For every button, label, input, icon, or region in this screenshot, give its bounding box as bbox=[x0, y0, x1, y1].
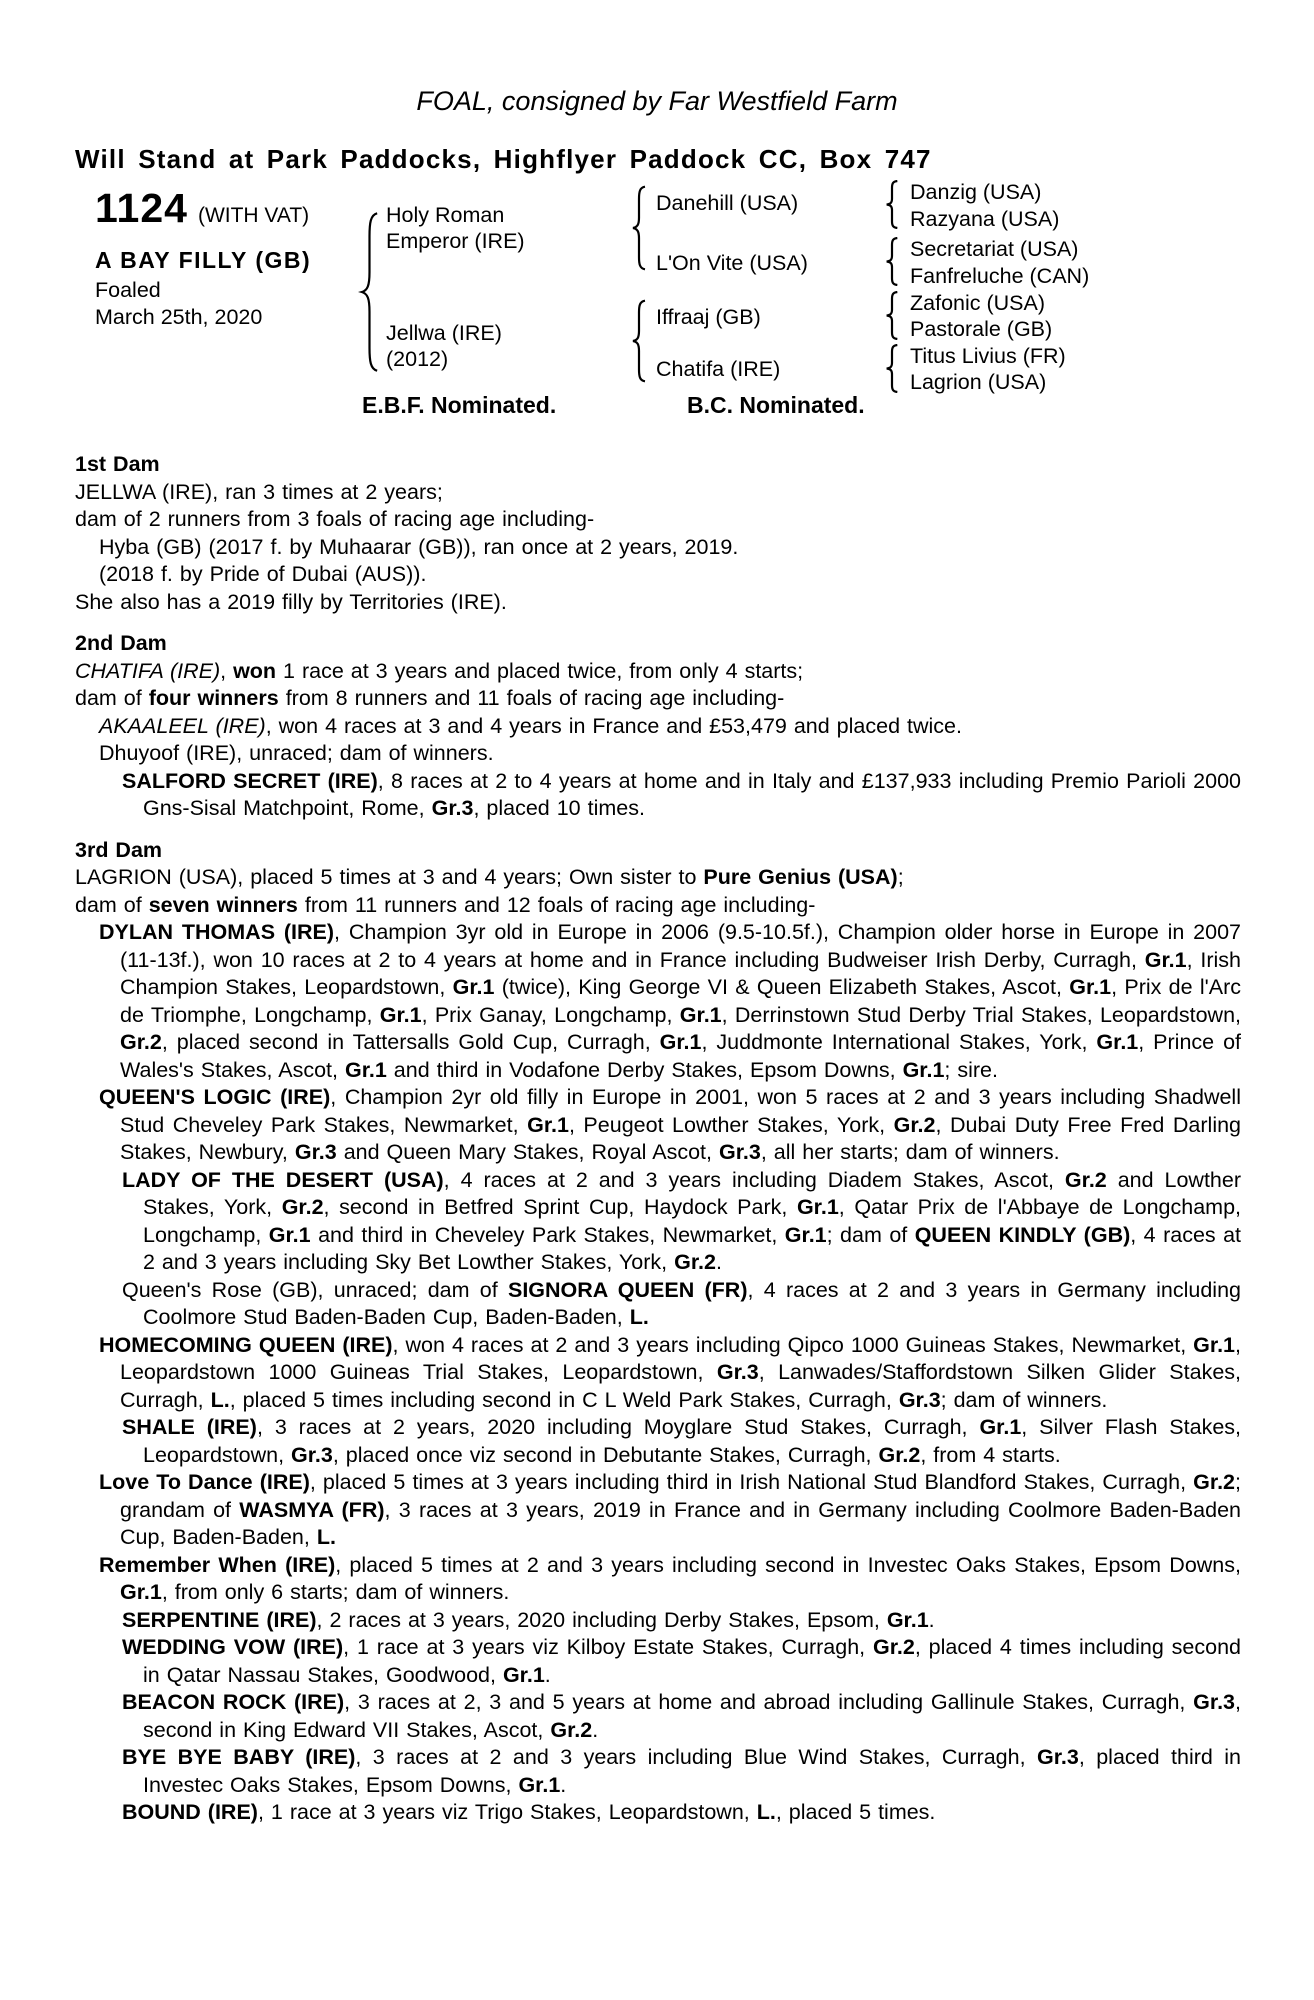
pedigree-brace bbox=[358, 210, 381, 374]
pedigree-paragraph: BYE BYE BABY (IRE), 3 races at 2 and 3 years including Blue Wind Stakes, Curragh, Gr.3, placed third in Investec Oaks Stakes, Epsom Downs, Gr.1. bbox=[122, 1745, 1241, 1797]
gen2-ancestor-name: L'On Vite (USA) bbox=[656, 251, 808, 275]
gen3-ancestor-name: Fanfreluche (CAN) bbox=[910, 264, 1090, 288]
gen3-ancestor-name: Secretariat (USA) bbox=[910, 237, 1079, 261]
pedigree-paragraph: DYLAN THOMAS (IRE), Champion 3yr old in Europe in 2006 (9.5-10.5f.), Champion older horse in Europe in 2007 (11-13f.), won 10 races at 2 to 4 years at home and in France including Budweiser Irish Derby, Curragh, Gr.1, Irish Champion Stakes, Leopardstown, Gr.1 (twice), King George VI & Queen Elizabeth Stakes, Ascot, Gr.1, Prix de l'Arc de Triomphe, Longchamp, Gr.1, Prix Ganay, Longchamp, Gr.1, Derrinstown Stud Derby Trial Stakes, Leopardstown, Gr.2, placed second in Tattersalls Gold Cup, Curragh, Gr.1, Juddmonte International Stakes, York, Gr.1, Prince of Wales's Stakes, Ascot, Gr.1 and third in Vodafone Derby Stakes, Epsom Downs, Gr.1; sire. bbox=[99, 920, 1242, 1082]
gen2-ancestor-name: Danehill (USA) bbox=[656, 191, 799, 215]
pedigree-brace bbox=[630, 299, 648, 383]
pedigree-paragraph: SHALE (IRE), 3 races at 2 years, 2020 including Moyglare Stud Stakes, Curragh, Gr.1, Silver Flash Stakes, Leopardstown, Gr.3, placed once viz second in Debutante Stakes, Curragh, Gr.2, from 4 starts. bbox=[122, 1415, 1242, 1467]
pedigree-brace bbox=[884, 291, 900, 340]
sire-name: Holy Roman Emperor (IRE) bbox=[386, 203, 525, 253]
lot-number: 1124 bbox=[95, 185, 188, 231]
gen3-ancestor-name: Danzig (USA) bbox=[910, 180, 1042, 204]
gen3-ancestor-name: Zafonic (USA) bbox=[910, 291, 1046, 315]
pedigree-paragraph: LAGRION (USA), placed 5 times at 3 and 4 years; Own sister to Pure Genius (USA); bbox=[75, 865, 904, 889]
pedigree-brace bbox=[630, 185, 648, 271]
pedigree-paragraph: (2018 f. by Pride of Dubai (AUS)). bbox=[99, 562, 427, 586]
pedigree-paragraph: BEACON ROCK (IRE), 3 races at 2, 3 and 5 years at home and abroad including Gallinule Stakes, Curragh, Gr.3, second in King Edward VII Stakes, Ascot, Gr.2. bbox=[122, 1690, 1241, 1742]
gen3-ancestor-name: Titus Livius (FR) bbox=[910, 344, 1066, 368]
pedigree-paragraph: LADY OF THE DESERT (USA), 4 races at 2 and 3 years including Diadem Stakes, Ascot, Gr.2 and Lowther Stakes, York, Gr.2, second in Betfred Sprint Cup, Haydock Park, Gr.1, Qatar Prix de l'Abbaye de Longchamp, Longchamp, Gr.1 and third in Cheveley Park Stakes, Newmarket, Gr.1; dam of QUEEN KINDLY (GB), 4 races at 2 and 3 years including Sky Bet Lowther Stakes, York, Gr.2. bbox=[122, 1167, 1242, 1274]
gen3-ancestor-name: Razyana (USA) bbox=[910, 207, 1060, 231]
foaled-date: March 25th, 2020 bbox=[95, 305, 263, 329]
pedigree-paragraph: Hyba (GB) (2017 f. by Muhaarar (GB)), ran once at 2 years, 2019. bbox=[99, 534, 739, 559]
gen3-ancestor-name: Pastorale (GB) bbox=[910, 317, 1053, 341]
gen2-ancestor-name: Chatifa (IRE) bbox=[656, 357, 781, 381]
pedigree-paragraph: JELLWA (IRE), ran 3 times at 2 years; bbox=[75, 479, 443, 504]
pedigree-paragraph: She also has a 2019 filly by Territories (IRE). bbox=[75, 589, 507, 614]
pedigree-brace bbox=[884, 180, 900, 229]
pedigree-paragraph: dam of seven winners from 11 runners and 12 foals of racing age including- bbox=[75, 892, 816, 917]
pedigree-paragraph: BOUND (IRE), 1 race at 3 years viz Trigo Stakes, Leopardstown, L., placed 5 times. bbox=[122, 1800, 936, 1824]
pedigree-paragraph: Dhuyoof (IRE), unraced; dam of winners. bbox=[99, 741, 494, 765]
pedigree-paragraph: SERPENTINE (IRE), 2 races at 3 years, 2020 including Derby Stakes, Epsom, Gr.1. bbox=[122, 1607, 935, 1632]
pedigree-paragraph: Remember When (IRE), placed 5 times at 2 and 3 years including second in Investec Oaks Stakes, Epsom Downs, Gr.1, from only 6 starts; dam of winners. bbox=[99, 1552, 1241, 1604]
pedigree-text bbox=[75, 451, 1241, 1827]
section-heading: 2nd Dam bbox=[75, 631, 167, 655]
pedigree-paragraph: dam of four winners from 8 runners and 11 foals of racing age including- bbox=[75, 686, 785, 710]
pedigree-paragraph: SALFORD SECRET (IRE), 8 races at 2 to 4 years at home and in Italy and £137,933 including Premio Parioli 2000 Gns-Sisal Matchpoint, Rome, Gr.3, placed 10 times. bbox=[122, 768, 1241, 820]
gen3-ancestor-name: Lagrion (USA) bbox=[910, 370, 1047, 394]
pedigree-brace bbox=[884, 344, 900, 393]
pedigree-paragraph: CHATIFA (IRE), won 1 race at 3 years and placed twice, from only 4 starts; bbox=[75, 658, 804, 683]
foaled-label: Foaled bbox=[95, 278, 161, 302]
pedigree-paragraph: HOMECOMING QUEEN (IRE), won 4 races at 2 and 3 years including Qipco 1000 Guineas Stakes, Newmarket, Gr.1, Leopardstown 1000 Guineas Trial Stakes, Leopardstown, Gr.3, Lanwades/Staffordstown Silken Glider Stakes, Curragh, L., placed 5 times including second in C L Weld Park Stakes, Curragh, Gr.3; dam of winners. bbox=[99, 1332, 1241, 1412]
ebf-nominated-note: E.B.F. Nominated. bbox=[362, 392, 557, 418]
pedigree-paragraph: AKAALEEL (IRE), won 4 races at 3 and 4 years in France and £53,479 and placed twice. bbox=[99, 713, 962, 738]
gen2-ancestor-name: Iffraaj (GB) bbox=[656, 305, 761, 329]
section-heading: 3rd Dam bbox=[75, 837, 163, 862]
consignor-line: FOAL, consigned by Far Westfield Farm bbox=[416, 86, 898, 116]
pedigree-paragraph: Love To Dance (IRE), placed 5 times at 3 years including third in Irish National Stud Blandford Stakes, Curragh, Gr.2; grandam of WASMYA (FR), 3 races at 3 years, 2019 in France and in Germany including Coolmore Baden-Baden Cup, Baden-Baden, L. bbox=[99, 1470, 1242, 1549]
pedigree-paragraph: Queen's Rose (GB), unraced; dam of SIGNORA QUEEN (FR), 4 races at 2 and 3 years in Germany including Coolmore Stud Baden-Baden Cup, Baden-Baden, L. bbox=[122, 1277, 1241, 1329]
dam-name: Jellwa (IRE) (2012) bbox=[386, 321, 502, 371]
pedigree-paragraph: QUEEN'S LOGIC (IRE), Champion 2yr old filly in Europe in 2001, won 5 races at 2 and 3 years including Shadwell Stud Cheveley Park Stakes, Newmarket, Gr.1, Peugeot Lowther Stakes, York, Gr.2, Dubai Duty Free Fred Darling Stakes, Newbury, Gr.3 and Queen Mary Stakes, Royal Ascot, Gr.3, all her starts; dam of winners. bbox=[99, 1085, 1242, 1164]
lot-info bbox=[95, 186, 365, 331]
lot-description: A BAY FILLY (GB) bbox=[95, 247, 312, 273]
bc-nominated-note: B.C. Nominated. bbox=[687, 392, 865, 418]
pedigree-paragraph: WEDDING VOW (IRE), 1 race at 3 years viz Kilboy Estate Stakes, Curragh, Gr.2, placed 4 times including second in Qatar Nassau Stakes, Goodwood, Gr.1. bbox=[122, 1635, 1242, 1687]
section-heading: 1st Dam bbox=[75, 452, 160, 476]
vat-note: (WITH VAT) bbox=[197, 204, 310, 227]
pedigree-paragraph: dam of 2 runners from 3 foals of racing age including- bbox=[75, 507, 595, 531]
stand-line: Will Stand at Park Paddocks, Highflyer Paddock CC, Box 747 bbox=[75, 144, 932, 174]
pedigree-brace bbox=[884, 237, 900, 286]
